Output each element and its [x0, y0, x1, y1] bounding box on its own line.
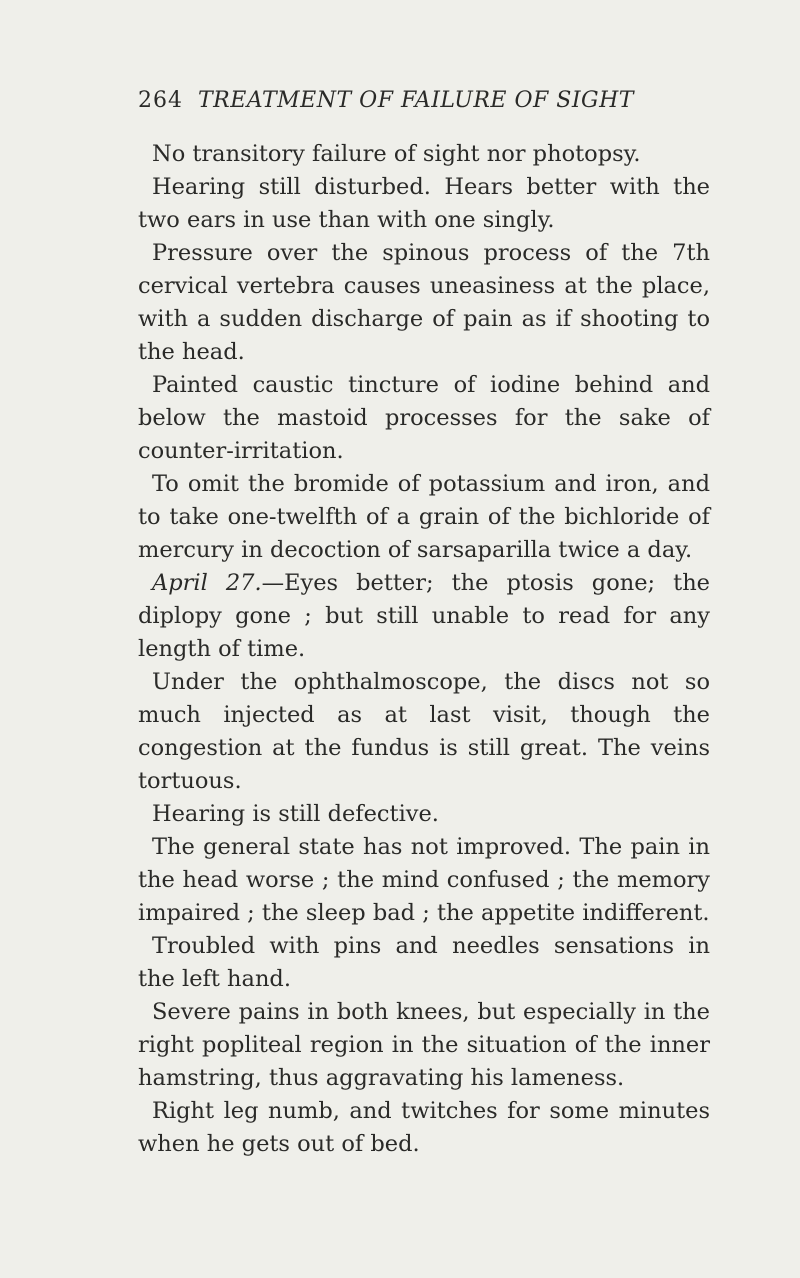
paragraph: Painted caustic tincture of iodine behind and below the mastoid processes for the sake of counter-irritation. [138, 372, 710, 464]
paragraph: Right leg numb, and twitches for some minutes when he gets out of bed. [138, 1098, 710, 1157]
paragraph: To omit the bromide of potassium and iron, and to take one-twelfth of a grain of the bichloride of mercury in decoction of sarsaparilla twice a day. [138, 471, 710, 563]
paragraph-april-entry [138, 567, 710, 666]
paragraph: Hearing is still defective. [152, 801, 439, 827]
paragraph: Hearing still disturbed. Hears better with the two ears in use than with one singly. [138, 174, 710, 233]
book-page [138, 88, 710, 1161]
paragraph: Troubled with pins and needles sensations in the left hand. [138, 933, 710, 992]
paragraph: Under the ophthalmoscope, the discs not so much injected as at last visit, though the congestion at the fundus is still great. The veins tortuous. [138, 669, 710, 794]
paragraph: Pressure over the spinous process of the 7th cervical vertebra causes uneasiness at the place, with a sudden discharge of pain as if shooting to the head. [138, 240, 710, 365]
body-text [138, 138, 710, 1161]
paragraph: The general state has not improved. The pain in the head worse ; the mind confused ; the memory impaired ; the sleep bad ; the appetite indifferent. [138, 834, 710, 926]
entry-text: —Eyes better; the ptosis gone; the diplopy gone ; but still unable to read for any length of time. [138, 570, 710, 662]
running-title: TREATMENT OF FAILURE OF SIGHT [198, 88, 634, 113]
running-head [138, 88, 710, 124]
entry-date: April 27. [152, 570, 262, 596]
paragraph: Severe pains in both knees, but especially in the right popliteal region in the situation of the inner hamstring, thus aggravating his lameness. [138, 999, 710, 1091]
page-number: 264 [138, 88, 183, 113]
paragraph: No transitory failure of sight nor photopsy. [152, 141, 641, 167]
